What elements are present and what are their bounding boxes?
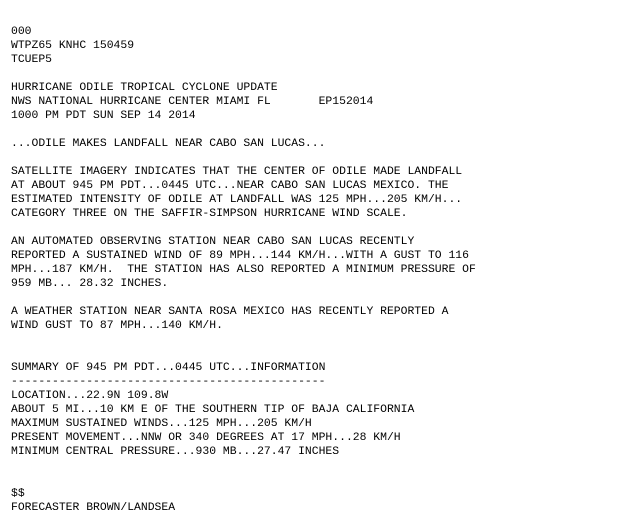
blank-line <box>11 291 626 305</box>
blank-line <box>11 221 626 235</box>
blank-line <box>11 67 626 81</box>
summary-heading: SUMMARY OF 945 PM PDT...0445 UTC...INFORMATION <box>11 362 326 374</box>
station-paragraph-line: MPH...187 KM/H. THE STATION HAS ALSO REPORTED A MINIMUM PRESSURE OF <box>11 264 476 276</box>
landfall-paragraph-line: SATELLITE IMAGERY INDICATES THAT THE CENTER OF ODILE MADE LANDFALL <box>11 166 463 178</box>
wmo-header-code: 000 <box>11 26 32 38</box>
blank-line <box>11 459 626 473</box>
end-of-product-marker: $$ <box>11 488 25 500</box>
blank-line <box>11 473 626 487</box>
summary-pressure: MINIMUM CENTRAL PRESSURE...930 MB...27.47 INCHES <box>11 446 340 458</box>
station-paragraph-line: AN AUTOMATED OBSERVING STATION NEAR CABO SAN LUCAS RECENTLY <box>11 236 415 248</box>
santa-rosa-paragraph-line: A WEATHER STATION NEAR SANTA ROSA MEXICO HAS RECENTLY REPORTED A <box>11 306 449 318</box>
landfall-paragraph-line: CATEGORY THREE ON THE SAFFIR-SIMPSON HURRICANE WIND SCALE. <box>11 208 408 220</box>
blank-line <box>11 347 626 361</box>
wmo-header-id: WTPZ65 KNHC 150459 <box>11 40 135 52</box>
blank-line <box>11 123 626 137</box>
summary-movement: PRESENT MOVEMENT...NNW OR 340 DEGREES AT 17 MPH...28 KM/H <box>11 432 401 444</box>
summary-max-winds: MAXIMUM SUSTAINED WINDS...125 MPH...205 KM/H <box>11 418 312 430</box>
bulletin-title: HURRICANE ODILE TROPICAL CYCLONE UPDATE <box>11 82 278 94</box>
santa-rosa-paragraph-line: WIND GUST TO 87 MPH...140 KM/H. <box>11 320 223 332</box>
summary-location: LOCATION...22.9N 109.8W <box>11 390 169 402</box>
issue-time: 1000 PM PDT SUN SEP 14 2014 <box>11 110 196 122</box>
landfall-paragraph-line: ESTIMATED INTENSITY OF ODILE AT LANDFALL WAS 125 MPH...205 KM/H... <box>11 194 463 206</box>
headline: ...ODILE MAKES LANDFALL NEAR CABO SAN LUCAS... <box>11 138 326 150</box>
station-paragraph-line: REPORTED A SUSTAINED WIND OF 89 MPH...144 KM/H...WITH A GUST TO 116 <box>11 250 469 262</box>
summary-position-note: ABOUT 5 MI...10 KM E OF THE SOUTHERN TIP OF BAJA CALIFORNIA <box>11 404 415 416</box>
issuing-office: NWS NATIONAL HURRICANE CENTER MIAMI FL EP152014 <box>11 96 374 108</box>
station-paragraph-line: 959 MB... 28.32 INCHES. <box>11 278 169 290</box>
blank-line <box>11 333 626 347</box>
landfall-paragraph-line: AT ABOUT 945 PM PDT...0445 UTC...NEAR CABO SAN LUCAS MEXICO. THE <box>11 180 449 192</box>
summary-divider: ---------------------------------------------- <box>11 376 326 388</box>
blank-line <box>11 151 626 165</box>
awips-id: TCUEP5 <box>11 54 53 66</box>
hurricane-bulletin-text <box>11 25 626 515</box>
forecaster-signature: FORECASTER BROWN/LANDSEA <box>11 502 176 514</box>
